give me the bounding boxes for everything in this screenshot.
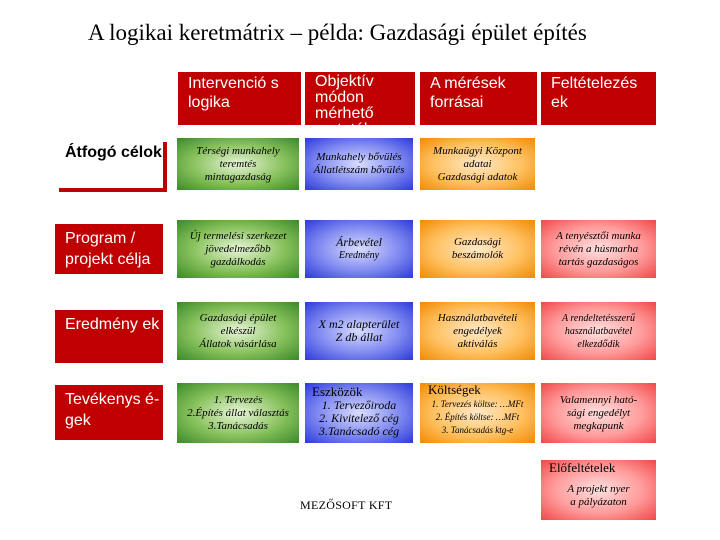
- cell-project-logic: [177, 220, 299, 278]
- row-label-results: Eredmény ek: [55, 310, 163, 363]
- means-label: Eszközök: [312, 384, 363, 399]
- cell-text: 2.Építés állat választás: [187, 406, 289, 419]
- header-assumptions: Feltételezés ek: [541, 72, 656, 125]
- cell-text: A tenyésztői munka: [556, 229, 641, 242]
- cell-activities-logic: [177, 383, 299, 443]
- cell-project-indicators: [305, 220, 413, 278]
- cell-text: Használatbavételi: [437, 311, 518, 324]
- cell-text: 3.Tanácsadás: [208, 419, 268, 432]
- cell-text: Állatok vásárlása: [199, 337, 277, 350]
- cell-text: Z db állat: [335, 330, 383, 344]
- cell-text: mintagazdaság: [204, 170, 272, 183]
- cell-text: sági engedélyt: [566, 406, 631, 419]
- cell-text: gazdálkodás: [210, 255, 266, 268]
- cell-text: jövedelmezőbb: [205, 242, 271, 255]
- preconditions-label: Előfeltételek: [549, 460, 616, 475]
- cell-text: 2. Építés költse: …MFt: [435, 411, 520, 422]
- cell-results-sources: [420, 302, 535, 360]
- cell-results-assumptions: [541, 302, 656, 360]
- cell-text: Gazdasági épület: [199, 311, 277, 324]
- cell-text: adatai: [463, 157, 492, 170]
- cell-text: 1. Tervezőiroda: [321, 397, 397, 412]
- cell-text: Eredmény: [338, 250, 380, 261]
- cell-text: Térségi munkahely: [196, 144, 280, 157]
- cell-text: Gazdasági adatok: [437, 170, 518, 183]
- cell-text: beszámolók: [451, 249, 504, 261]
- cell-results-logic: [177, 302, 299, 360]
- cell-text: 2. Kivitelező cég: [319, 410, 399, 425]
- cell-overall-sources: [420, 138, 535, 190]
- row-label-overall-goals: Átfogó célok: [55, 138, 163, 188]
- cell-project-sources: [420, 220, 535, 278]
- cell-text: teremtés: [219, 157, 257, 170]
- cell-text: révén a húsmarha: [558, 242, 639, 255]
- cell-text: megkapunk: [573, 419, 624, 432]
- cell-text: Állatlétszám bővülés: [313, 164, 405, 176]
- header-sources: A mérések forrásai: [420, 72, 537, 125]
- cell-text: Új termelési szerkezet: [189, 229, 287, 242]
- page-title: A logikai keretmátrix – példa: Gazdasági épület építés: [88, 20, 587, 45]
- cell-text: Munkaügyi Központ: [433, 144, 522, 157]
- cell-text: tartás gazdaságos: [558, 255, 639, 268]
- cell-text: 3. Tanácsadás ktg-e: [441, 424, 514, 435]
- cell-text: Gazdasági: [453, 236, 502, 248]
- cell-project-assumptions: [541, 220, 656, 278]
- footer-company: MEZŐSOFT KFT: [300, 498, 393, 512]
- cell-text: 1. Tervezés: [213, 393, 263, 406]
- cell-text: Munkahely bővülés: [316, 151, 402, 163]
- cell-text: elkezdődik: [577, 338, 620, 350]
- header-indicators: Objektív módon mérhető mutatók: [305, 72, 415, 125]
- cell-overall-logic: [177, 138, 299, 190]
- cell-text: A projekt nyer: [567, 483, 630, 495]
- cell-results-indicators: [305, 302, 413, 360]
- cell-text: a pályázaton: [570, 496, 627, 508]
- cell-text: engedélyek: [453, 324, 502, 337]
- header-intervention-logic: Intervenció s logika: [178, 72, 301, 125]
- row-label-project-goal: Program / projekt célja: [55, 224, 163, 274]
- row-label-activities: Tevékenys é-gek: [55, 385, 163, 440]
- costs-label: Költségek: [428, 382, 481, 397]
- cell-overall-indicators: [305, 138, 413, 190]
- cell-text: használatbavétel: [564, 325, 633, 337]
- cell-activities-assumptions: [541, 383, 656, 443]
- cell-text: X m2 alapterület: [318, 317, 400, 331]
- cell-text: aktiválás: [457, 337, 498, 350]
- cell-text: Árbevétel: [336, 235, 382, 249]
- cell-text: elkészül: [220, 324, 256, 337]
- cell-text: A rendeltetésszerű: [561, 312, 636, 324]
- cell-text: Valamennyi ható-: [559, 393, 638, 406]
- cell-text: 1. Tervezés költse: …MFt: [431, 398, 524, 409]
- cell-text: 3.Tanácsadó cég: [318, 423, 400, 438]
